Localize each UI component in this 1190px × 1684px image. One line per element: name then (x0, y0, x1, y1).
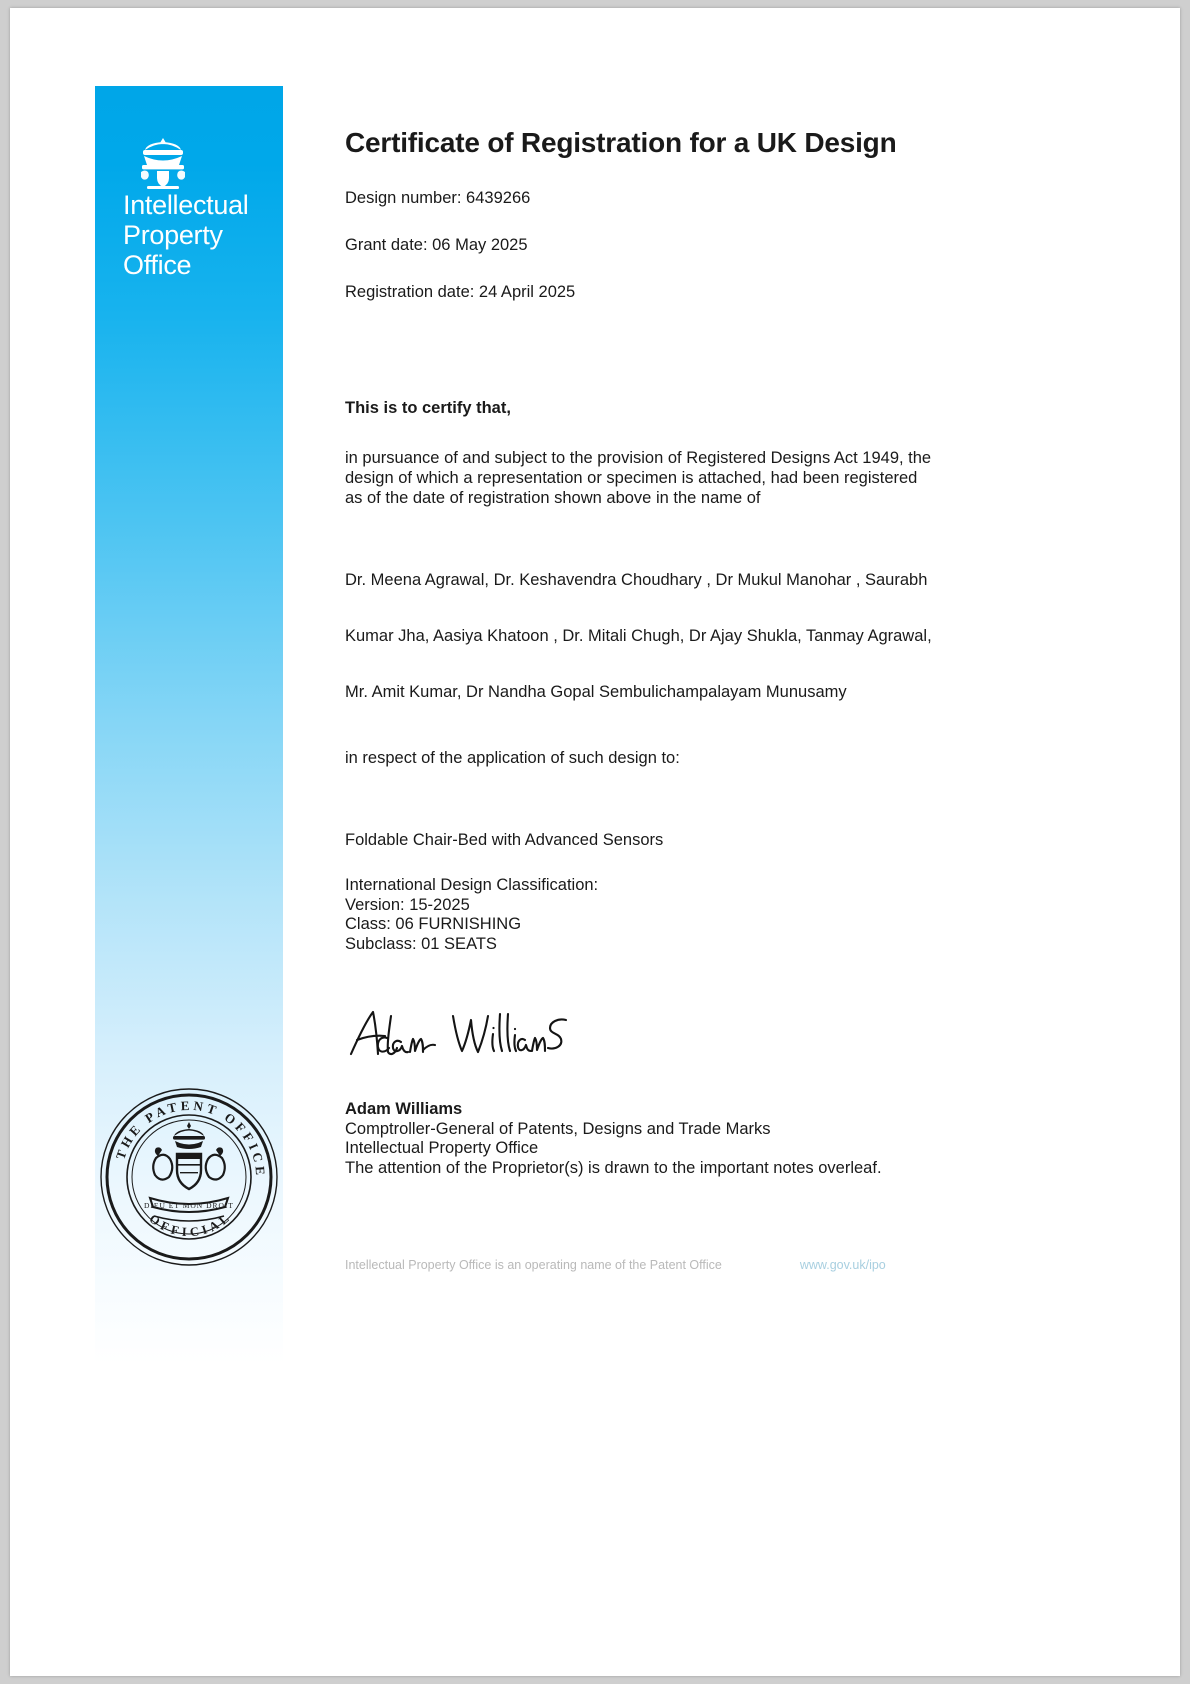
page-footer (345, 1258, 1045, 1272)
certify-heading: This is to certify that, (345, 399, 511, 417)
pursuance-paragraph (345, 448, 1045, 508)
design-number: Design number: 6439266 (345, 189, 531, 207)
grant-date: Grant date: 06 May 2025 (345, 236, 528, 254)
patent-office-official-seal (98, 1086, 280, 1268)
svg-text:OFFICIAL: OFFICIAL (146, 1208, 235, 1240)
design-classification (345, 876, 1045, 954)
signature-image (345, 1004, 575, 1066)
design-name: Foldable Chair-Bed with Advanced Sensors (345, 831, 664, 849)
owner-line: Dr. Meena Agrawal, Dr. Keshavendra Choudhary , Dr Mukul Manohar , Saurabh (345, 571, 928, 589)
proprietor-notice: The attention of the Proprietor(s) is drawn to the important notes overleaf. (345, 1158, 882, 1177)
classification-class: Class: 06 FURNISHING (345, 915, 522, 933)
pursuance-line-3: as of the date of registration shown above in the name of (345, 489, 761, 507)
ipo-website-link[interactable]: www.gov.uk/ipo (799, 1258, 886, 1272)
footer-note: Intellectual Property Office is an operating name of the Patent Office (345, 1258, 722, 1272)
signer-name: Adam Williams (345, 1100, 463, 1118)
wordmark-line-3: Office (123, 250, 192, 280)
classification-subclass: Subclass: 01 SEATS (345, 934, 497, 953)
royal-arms-crown-icon (131, 136, 195, 190)
svg-text:DIEU ET MON DROIT: DIEU ET MON DROIT (144, 1201, 234, 1210)
owner-line: Mr. Amit Kumar, Dr Nandha Gopal Sembulichampalayam Munusamy (345, 683, 847, 701)
page-title: Certificate of Registration for a UK Design (345, 127, 897, 158)
svg-text:THE PATENT OFFICE: THE PATENT OFFICE (112, 1097, 269, 1179)
classification-heading: International Design Classification: (345, 876, 599, 894)
signer-block (345, 1100, 1045, 1178)
signer-role: Comptroller-General of Patents, Designs and Trade Marks (345, 1119, 771, 1138)
pursuance-line-2: design of which a representation or specimen is attached, had been registered (345, 469, 918, 487)
respect-line: in respect of the application of such design to: (345, 749, 680, 767)
registration-date: Registration date: 24 April 2025 (345, 283, 576, 301)
certificate-page (10, 8, 1180, 1676)
wordmark-line-1: Intellectual (123, 190, 249, 220)
signer-office: Intellectual Property Office (345, 1139, 539, 1157)
ipo-wordmark (123, 190, 279, 280)
owner-line: Kumar Jha, Aasiya Khatoon , Dr. Mitali Chugh, Dr Ajay Shukla, Tanmay Agrawal, (345, 627, 932, 645)
wordmark-line-2: Property (123, 220, 223, 250)
pursuance-line-1: in pursuance of and subject to the provision of Registered Designs Act 1949, the (345, 449, 932, 467)
owner-names (345, 570, 1045, 702)
classification-version: Version: 15-2025 (345, 895, 470, 914)
certificate-content (345, 126, 1045, 1178)
